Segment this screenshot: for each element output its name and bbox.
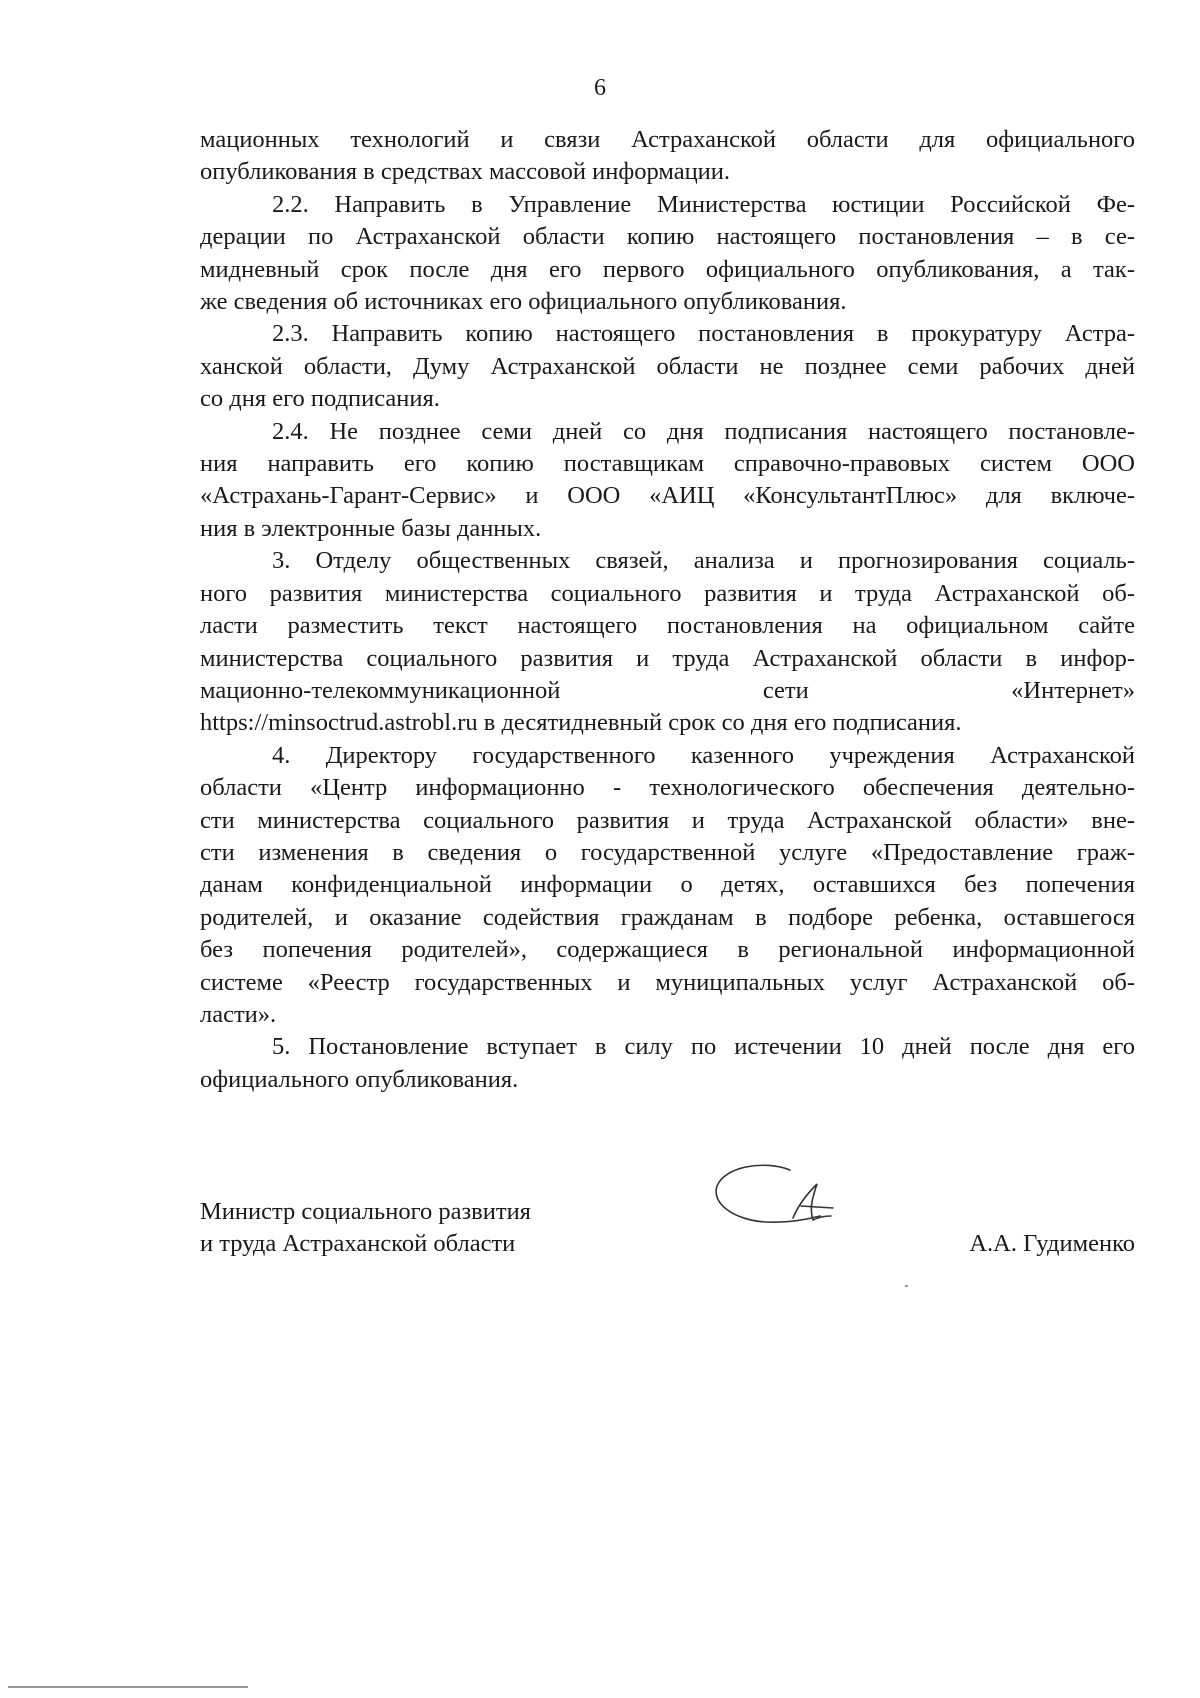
text-line: 2.3. Направить копию настоящего постановления в прокуратуру Астра- [272, 320, 1135, 348]
text-line: без попечения родителей», содержащиеся в региональной информационной [200, 936, 1135, 964]
text-line: данам конфиденциальной информации о детях, оставшихся без попечения [200, 871, 1135, 899]
text-line: мационных технологий и связи Астраханской области для официального [200, 126, 1135, 153]
text-line: ласти». [200, 1000, 277, 1028]
paragraph [200, 416, 1135, 546]
text-line: ханской области, Думу Астраханской области не позднее семи рабочих дней [200, 352, 1135, 380]
text-line: 3. Отделу общественных связей, анализа и прогнозирования социаль- [272, 547, 1135, 575]
scan-artifact [8, 1686, 248, 1688]
text-line: системе «Реестр государственных и муниципальных услуг Астраханской об- [200, 968, 1135, 996]
document-body [200, 124, 1135, 1096]
text-line: ного развития министерства социального развития и труда Астраханской об- [200, 579, 1135, 607]
text-line: https://minsoctrud.astrobl.ru в десятидневный срок со дня его подписания. [200, 709, 962, 737]
text-line: 5. Постановление вступает в силу по истечении 10 дней после дня его [272, 1033, 1135, 1061]
text-line: «Астрахань-Гарант-Сервис» и ООО «АИЦ «КонсультантПлюс» для включе- [200, 482, 1135, 510]
text-line: опубликования в средствах массовой информации. [200, 158, 731, 186]
scan-artifact [905, 1285, 908, 1287]
paragraph [200, 124, 1135, 189]
text-line: со дня его подписания. [200, 385, 440, 413]
paragraph [200, 318, 1135, 415]
text-line: ласти разместить текст настоящего постановления на официальном сайте [200, 612, 1135, 640]
text-line: ния в электронные базы данных. [200, 514, 542, 542]
signatory-position [200, 1196, 531, 1261]
text-line: же сведения об источниках его официального опубликования. [200, 288, 847, 316]
text-line: области «Центр информационно - технологического обеспечения деятельно- [200, 774, 1135, 802]
signature-block [200, 1196, 1135, 1296]
paragraph [200, 545, 1135, 739]
text-line: мационно-телекоммуникационной сети «Интернет» [200, 676, 1135, 704]
paragraph [200, 740, 1135, 1032]
text-line: сти изменения в сведения о государственной услуге «Предоставление граж- [200, 838, 1135, 866]
text-line: мидневный срок после дня его первого официального опубликования, а так- [200, 255, 1135, 283]
text-line: дерации по Астраханской области копию настоящего постановления – в се- [200, 223, 1135, 251]
text-line: министерства социального развития и труда Астраханской области в инфор- [200, 644, 1135, 672]
paragraph [200, 1031, 1135, 1096]
text-line: 4. Директору государственного казенного учреждения Астраханской [272, 741, 1135, 769]
handwritten-signature-icon [705, 1156, 855, 1246]
page-number: 6 [594, 75, 606, 101]
signatory-name: А.А. Гудименко [969, 1230, 1135, 1257]
text-line: 2.4. Не позднее семи дней со дня подписания настоящего постановле- [272, 417, 1135, 445]
text-line: ния направить его копию поставщикам справочно-правовых систем ООО [200, 450, 1135, 478]
signatory-position-line: и труда Астраханской области [200, 1230, 516, 1258]
text-line: сти министерства социального развития и труда Астраханской области» вне- [200, 806, 1135, 834]
text-line: родителей, и оказание содействия гражданам в подборе ребенка, оставшегося [200, 903, 1135, 931]
text-line: 2.2. Направить в Управление Министерства юстиции Российской Фе- [272, 190, 1135, 218]
signatory-position-line: Министр социального развития [200, 1198, 531, 1225]
paragraph [200, 189, 1135, 319]
text-line: официального опубликования. [200, 1065, 519, 1093]
